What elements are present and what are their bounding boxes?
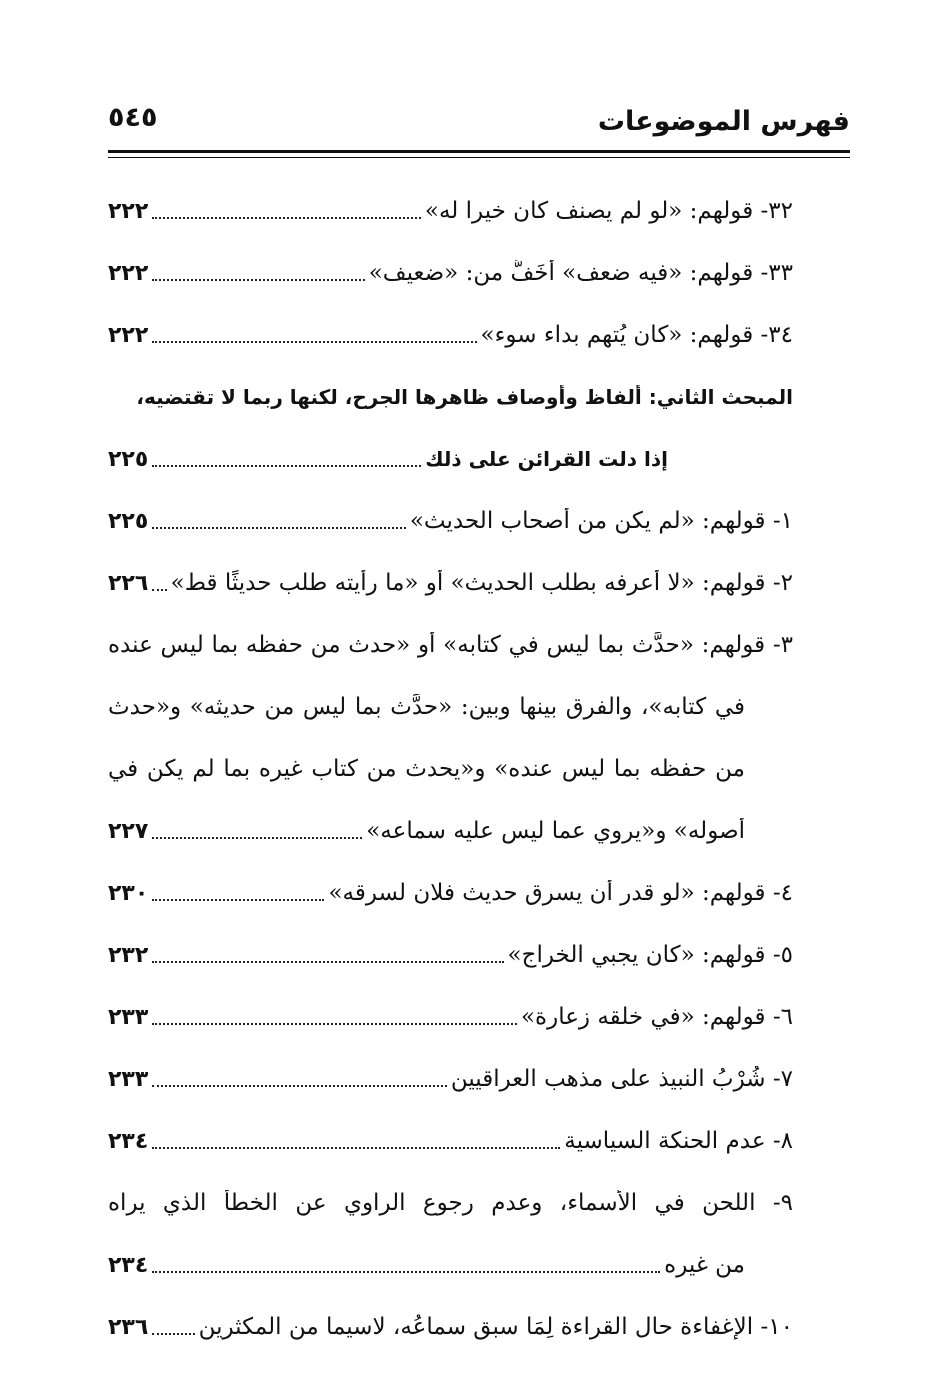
toc-entry-page: ٢٣٣ bbox=[108, 1004, 149, 1030]
dot-leader bbox=[152, 589, 166, 591]
header-rule-thick bbox=[108, 150, 850, 153]
toc-entry-continuation bbox=[108, 800, 793, 862]
dot-leader bbox=[152, 1333, 194, 1335]
toc-entry-page: ٢٢٥ bbox=[108, 446, 149, 472]
toc-entry-text: أصوله» و«يروي عما ليس عليه سماعه» bbox=[366, 818, 745, 844]
toc-entry-page: ٢٣٤ bbox=[108, 1252, 149, 1278]
toc-entry bbox=[108, 242, 793, 304]
toc-list bbox=[108, 180, 793, 1358]
toc-entry-text: ٣٤- قولهم: «كان يُتهم بداء سوء» bbox=[480, 322, 793, 348]
toc-entry-text: ٦- قولهم: «في خلقه زعارة» bbox=[520, 1004, 793, 1030]
toc-entry-continuation bbox=[108, 1234, 793, 1296]
dot-leader bbox=[152, 279, 364, 281]
toc-entry-text: ٣- قولهم: «حدَّث بما ليس في كتابه» أو «حدث من حفظه بما ليس عنده bbox=[108, 632, 793, 658]
toc-entry-text: من حفظه بما ليس عنده» و«يحدث من كتاب غيره بما لم يكن في bbox=[108, 756, 745, 782]
section-heading-continuation bbox=[108, 428, 793, 490]
toc-entry bbox=[108, 1048, 793, 1110]
toc-entry-text: ١- قولهم: «لم يكن من أصحاب الحديث» bbox=[409, 508, 793, 534]
toc-entry-text: ٣٢- قولهم: «لو لم يصنف كان خيرا له» bbox=[424, 198, 793, 224]
toc-entry bbox=[108, 180, 793, 242]
dot-leader bbox=[152, 1085, 447, 1087]
toc-entry-text: ٥- قولهم: «كان يجبي الخراج» bbox=[507, 942, 793, 968]
dot-leader bbox=[152, 1271, 660, 1273]
dot-leader bbox=[152, 961, 503, 963]
toc-entry-page: ٢٣٣ bbox=[108, 1066, 149, 1092]
toc-entry-continuation bbox=[108, 738, 793, 800]
toc-entry-text: ٤- قولهم: «لو قدر أن يسرق حديث فلان لسرقه» bbox=[328, 880, 793, 906]
toc-entry bbox=[108, 1296, 793, 1358]
toc-entry-page: ٢٣٢ bbox=[108, 942, 149, 968]
section-heading bbox=[108, 366, 793, 428]
toc-entry bbox=[108, 552, 793, 614]
toc-entry bbox=[108, 614, 793, 676]
dot-leader bbox=[152, 527, 406, 529]
header-rule-thin bbox=[108, 157, 850, 158]
toc-entry-page: ٢٢٢ bbox=[108, 322, 149, 348]
toc-entry-page: ٢٣٠ bbox=[108, 880, 149, 906]
toc-entry-continuation bbox=[108, 676, 793, 738]
page-title: فهرس الموضوعات bbox=[597, 106, 850, 137]
page-number: ٥٤٥ bbox=[108, 102, 158, 133]
toc-entry-page: ٢٣٤ bbox=[108, 1128, 149, 1154]
section-heading-text: المبحث الثاني: ألفاظ وأوصاف ظاهرها الجرح، لكنها ربما لا تقتضيه، bbox=[136, 385, 793, 409]
toc-entry-text: ٩- اللحن في الأسماء، وعدم رجوع الراوي عن الخطأ الذي يراه bbox=[108, 1190, 793, 1216]
toc-entry-text: ٢- قولهم: «لا أعرفه بطلب الحديث» أو «ما رأيته طلب حديثًا قط» bbox=[170, 570, 793, 596]
toc-entry-page: ٢٢٥ bbox=[108, 508, 149, 534]
toc-entry bbox=[108, 1110, 793, 1172]
toc-entry-page: ٢٢٧ bbox=[108, 818, 149, 844]
toc-entry-page: ٢٢٦ bbox=[108, 570, 149, 596]
dot-leader bbox=[152, 837, 362, 839]
toc-entry bbox=[108, 304, 793, 366]
dot-leader bbox=[152, 1023, 517, 1025]
toc-entry bbox=[108, 862, 793, 924]
toc-entry-text: ٨- عدم الحنكة السياسية bbox=[564, 1128, 793, 1154]
dot-leader bbox=[152, 217, 421, 219]
toc-entry-page: ٢٢٢ bbox=[108, 198, 149, 224]
toc-entry bbox=[108, 924, 793, 986]
dot-leader bbox=[152, 465, 421, 467]
toc-entry bbox=[108, 1172, 793, 1234]
dot-leader bbox=[152, 341, 476, 343]
toc-entry-text: ٧- شُرْبُ النبيذ على مذهب العراقيين bbox=[450, 1066, 793, 1092]
toc-entry bbox=[108, 490, 793, 552]
toc-entry-page: ٢٣٦ bbox=[108, 1314, 149, 1340]
toc-entry-text: في كتابه»، والفرق بينها وبين: «حدَّث بما ليس من حديثه» و«حدث bbox=[108, 694, 745, 720]
page-header bbox=[108, 100, 850, 150]
dot-leader bbox=[152, 899, 324, 901]
toc-entry-text: ٣٣- قولهم: «فيه ضعف» أَخَفُّ من: «ضعيف» bbox=[368, 260, 793, 286]
dot-leader bbox=[152, 1147, 560, 1149]
toc-entry-text: من غيره bbox=[664, 1252, 745, 1278]
toc-entry-page: ٢٢٢ bbox=[108, 260, 149, 286]
toc-entry-text: ١٠- الإغفاءة حال القراءة لِمَا سبق سماعُه، لاسيما من المكثرين bbox=[198, 1314, 793, 1340]
section-heading-text: إذا دلت القرائن على ذلك bbox=[425, 447, 668, 471]
toc-entry bbox=[108, 986, 793, 1048]
